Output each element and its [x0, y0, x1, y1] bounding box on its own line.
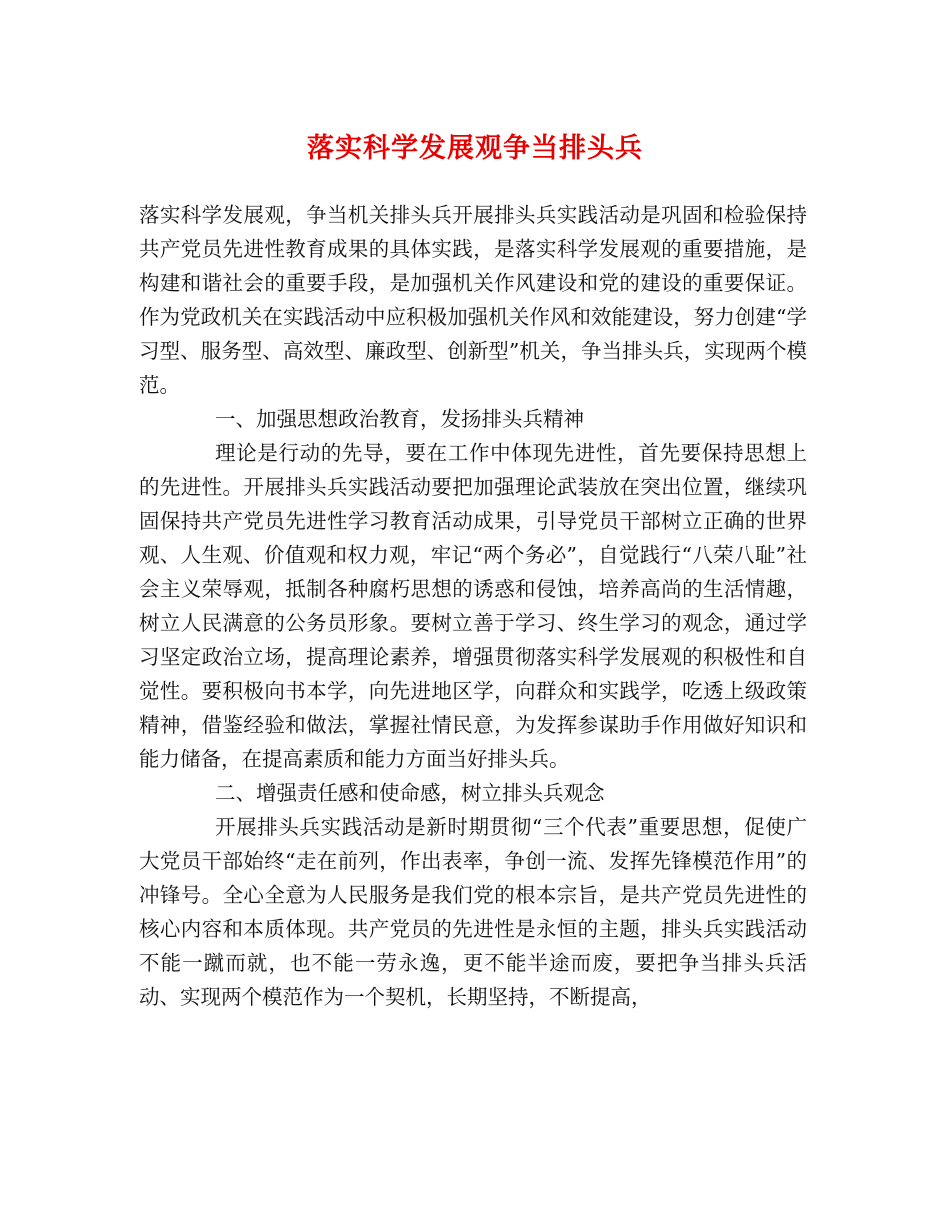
- section-paragraph-1: 理论是行动的先导，要在工作中体现先进性，首先要保持思想上的先进性。开展排头兵实践活动要把加强理论武装放在突出位置，继续巩固保持共产党员先进性学习教育活动成果，引导党员干部树立正确的世界观、人生观、价值观和权力观，牢记“两个务必”，自觉践行“八荣八耻”社会主义荣辱观，抵制各种腐朽思想的诱惑和侵蚀，培养高尚的生活情趣，树立人民满意的公务员形象。要树立善于学习、终生学习的观念，通过学习坚定政治立场，提高理论素养，增强贯彻落实科学发展观的积极性和自觉性。要积极向书本学，向先进地区学，向群众和实践学，吃透上级政策精神，借鉴经验和做法，掌握社情民意，为发挥参谋助手作用做好知识和能力储备，在提高素质和能力方面当好排头兵。: [139, 441, 807, 771]
- document-title: 落实科学发展观争当排头兵: [307, 133, 643, 164]
- document-body: [139, 198, 807, 1014]
- section-heading-1: 一、加强思想政治教育，发扬排头兵精神: [215, 407, 584, 431]
- intro-paragraph: 落实科学发展观，争当机关排头兵开展排头兵实践活动是巩固和检验保持共产党员先进性教育成果的具体实践，是落实科学发展观的重要措施，是构建和谐社会的重要手段，是加强机关作风建设和党的建设的重要保证。作为党政机关在实践活动中应积极加强机关作风和效能建设，努力创建“学习型、服务型、高效型、廉政型、创新型”机关，争当排头兵，实现两个模范。: [139, 203, 807, 397]
- section-heading-2: 二、增强责任感和使命感，树立排头兵观念: [215, 781, 605, 805]
- section-paragraph-2: 开展排头兵实践活动是新时期贯彻“三个代表”重要思想，促使广大党员干部始终“走在前列，作出表率，争创一流、发挥先锋模范作用”的冲锋号。全心全意为人民服务是我们党的根本宗旨，是共产党员先进性的核心内容和本质体现。共产党员的先进性是永恒的主题，排头兵实践活动不能一蹴而就，也不能一劳永逸，更不能半途而废，要把争当排头兵活动、实现两个模范作为一个契机，长期坚持，不断提高，: [139, 815, 807, 1009]
